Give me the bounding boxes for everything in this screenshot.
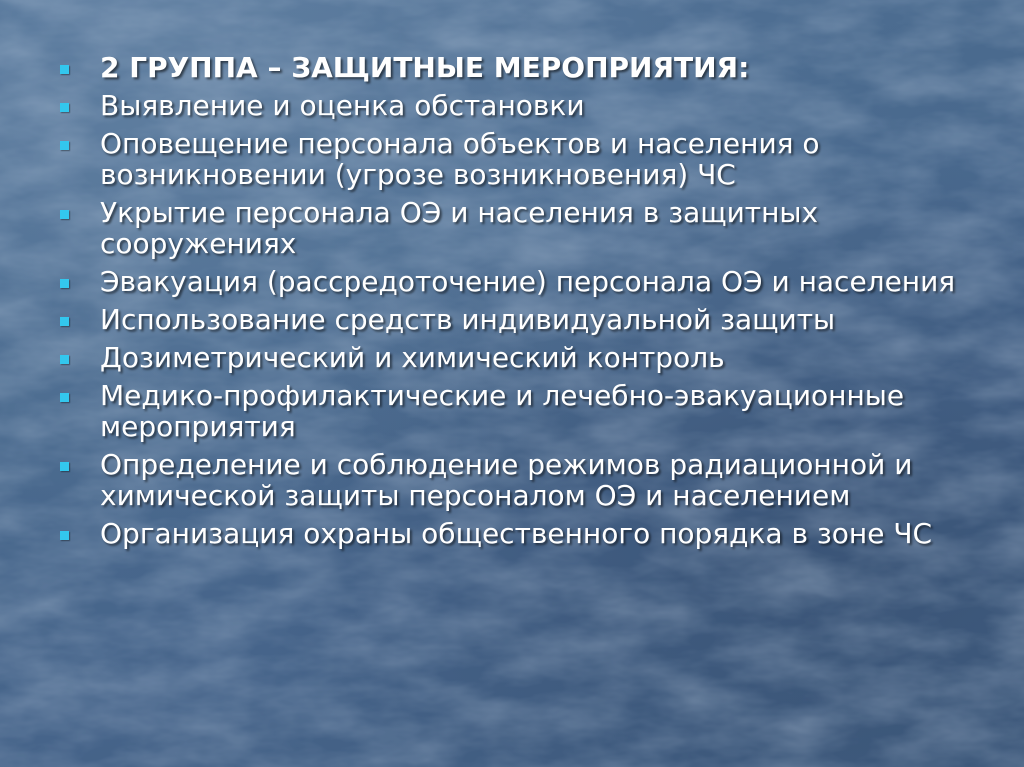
bullet-text: Выявление и оценка обстановки	[100, 89, 585, 122]
square-bullet-icon	[60, 103, 69, 112]
bullet-item-8	[60, 449, 1000, 511]
bullet-item-heading	[60, 52, 1000, 83]
bullet-item-2	[60, 128, 1000, 190]
bullet-text: Оповещение персонала объектов и населения о возникновении (угрозе возникновения) ЧС	[100, 127, 820, 191]
bullet-item-1	[60, 90, 1000, 121]
square-bullet-icon	[60, 531, 69, 540]
bullet-text: Использование средств индивидуальной защиты	[100, 303, 836, 336]
square-bullet-icon	[60, 393, 69, 402]
bullet-text: Укрытие персонала ОЭ и населения в защитных сооружениях	[100, 196, 819, 260]
square-bullet-icon	[60, 65, 69, 74]
bullet-list	[60, 52, 1000, 549]
square-bullet-icon	[60, 317, 69, 326]
square-bullet-icon	[60, 355, 69, 364]
heading-text: 2 ГРУППА – ЗАЩИТНЫЕ МЕРОПРИЯТИЯ:	[100, 51, 750, 84]
bullet-item-9	[60, 518, 1000, 549]
slide-content	[60, 52, 1000, 556]
square-bullet-icon	[60, 210, 69, 219]
bullet-item-4	[60, 266, 1000, 297]
square-bullet-icon	[60, 141, 69, 150]
bullet-item-5	[60, 304, 1000, 335]
bullet-text: Дозиметрический и химический контроль	[100, 341, 725, 374]
square-bullet-icon	[60, 279, 69, 288]
bullet-text: Эвакуация (рассредоточение) персонала ОЭ и населения	[100, 265, 956, 298]
bullet-item-7	[60, 380, 1000, 442]
bullet-item-6	[60, 342, 1000, 373]
bullet-item-3	[60, 197, 1000, 259]
square-bullet-icon	[60, 462, 69, 471]
bullet-text: Организация охраны общественного порядка в зоне ЧС	[100, 517, 933, 550]
bullet-text: Определение и соблюдение режимов радиационной и химической защиты персоналом ОЭ и населением	[100, 448, 913, 512]
bullet-text: Медико-профилактические и лечебно-эвакуационные мероприятия	[100, 379, 905, 443]
